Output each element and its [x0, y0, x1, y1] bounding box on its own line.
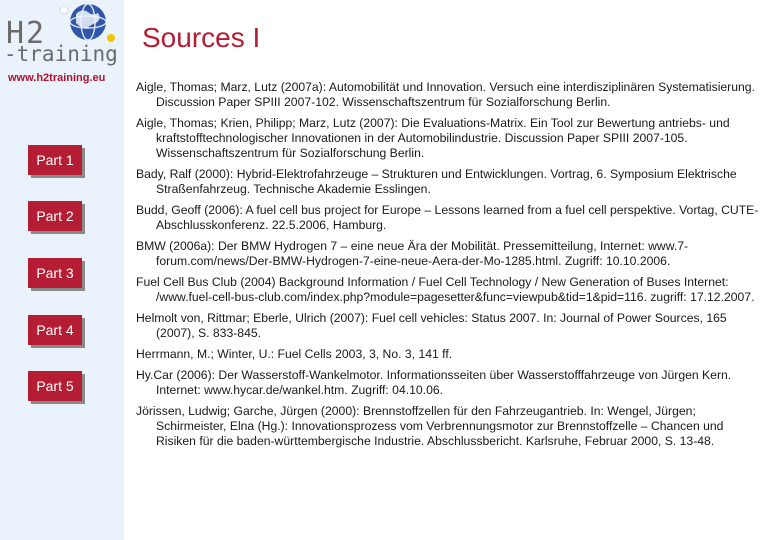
reference-item: Jörissen, Ludwig; Garche, Jürgen (2000): Brennstoffzellen für den Fahrzeugantrieb. In: Wengel, Jürgen; Schirmeister, Elna (Hg.): Innovationsprozess vom Verbrennungsmotor zur Brennstoffzelle – Chancen und Risiken für die baden-württembergische Industrie. Abschlussbericht. Karlsruhe, Februar 2000, S. 13-48. — [136, 404, 724, 448]
h2-training-logo — [2, 2, 122, 72]
reference-item: Aigle, Thomas; Marz, Lutz (2007a): Automobilität und Innovation. Versuch eine interdisziplinären Systematisierung. Discussion Paper SPIII 2007-102. Wissenschaftszentrum für Sozialforschung Berlin. — [136, 80, 755, 109]
part-4-button[interactable]: Part 4 — [28, 315, 82, 345]
reference-item: Budd, Geoff (2006): A fuel cell bus project for Europe – Lessons learned from a fuel cell perspektive. Vortag, CUTE-Abschlusskonferenz. 22.5.2006, Hamburg. — [136, 203, 759, 232]
page-title: Sources I — [142, 22, 261, 53]
part-1-button[interactable]: Part 1 — [28, 145, 82, 175]
site-url-link[interactable]: www.h2training.eu — [8, 72, 106, 84]
reference-item: Aigle, Thomas; Krien, Philipp; Marz, Lutz (2007): Die Evaluations-Matrix. Ein Tool zur Bewertung antriebs- und kraftstofftechnologischer Innovationen in der Automobilindustrie. Discussion Paper SPIII 2007-105. Wissenschaftszentrum für Sozialforschung Berlin. — [136, 116, 730, 160]
reference-item: Fuel Cell Bus Club (2004) Background Information / Fuel Cell Technology / New Generation of Buses Internet: /www.fuel-cell-bus-club.com/index.php?module=pagesetter&func=viewpub&tid=1&pid=116. zugriff: 17.12.2007. — [136, 275, 755, 304]
reference-item: Helmolt von, Rittmar; Eberle, Ulrich (2007): Fuel cell vehicles: Status 2007. In: Journal of Power Sources, 165 (2007), S. 833-845. — [136, 311, 727, 340]
reference-item: BMW (2006a): Der BMW Hydrogen 7 – eine neue Ära der Mobilität. Pressemitteilung, Internet: www.7-forum.com/news/Der-BMW-Hydrogen-7-eine-neue-Aera-der-Mo-1285.html. Zugriff: 10.10.2006. — [136, 239, 689, 268]
reference-item: Herrmann, M.; Winter, U.: Fuel Cells 2003, 3, No. 3, 141 ff. — [136, 347, 453, 361]
part-2-button[interactable]: Part 2 — [28, 201, 82, 231]
part-5-button[interactable]: Part 5 — [28, 371, 82, 401]
reference-item: Bady, Ralf (2000): Hybrid-Elektrofahrzeuge – Strukturen und Entwicklungen. Vortrag, 6. Symposium Elektrische Straßenfahrzeug. Technische Akademie Esslingen. — [136, 167, 737, 196]
part-3-button[interactable]: Part 3 — [28, 258, 82, 288]
logo-h2-text: H2 — [6, 16, 47, 51]
reference-item: Hy.Car (2006): Der Wasserstoff-Wankelmotor. Informationsseiten über Wasserstofffahrzeuge von Jürgen Kern. Internet: www.hycar.de/wankel.htm. Zugriff: 04.10.06. — [136, 368, 732, 397]
reference-list — [136, 80, 766, 455]
sidebar — [0, 0, 124, 540]
logo-training-text: -training — [4, 42, 118, 66]
